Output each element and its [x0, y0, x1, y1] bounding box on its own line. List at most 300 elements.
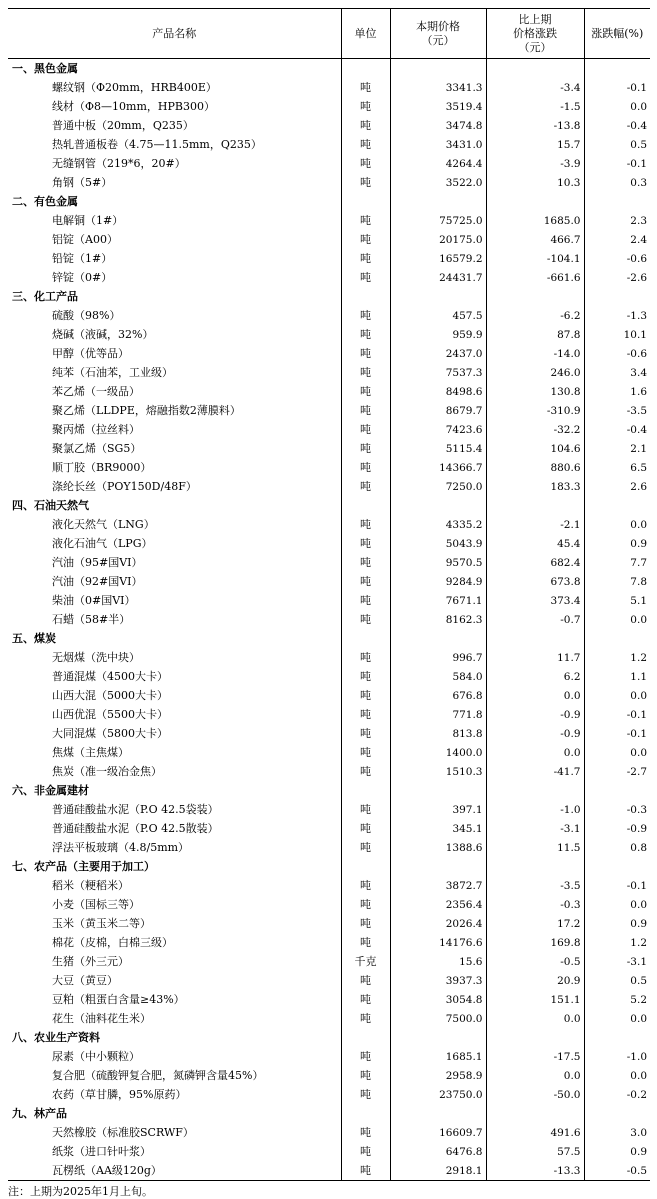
change-percent: 0.3	[584, 173, 650, 192]
product-name: 铝锭（A00）	[52, 232, 118, 246]
price-change: 57.5	[486, 1142, 584, 1161]
price-change: -17.5	[486, 1047, 584, 1066]
current-price: 1685.1	[390, 1047, 486, 1066]
category-row	[8, 496, 650, 515]
change-percent: 2.6	[584, 477, 650, 496]
table-row	[8, 838, 650, 857]
empty-cell	[341, 59, 390, 79]
product-name: 焦煤（主焦煤）	[52, 745, 129, 759]
product-unit: 吨	[341, 135, 390, 154]
product-name: 浮法平板玻璃（4.8/5mm）	[52, 840, 190, 854]
product-unit: 吨	[341, 990, 390, 1009]
current-price: 996.7	[390, 648, 486, 667]
product-name: 硫酸（98%）	[52, 308, 121, 322]
price-change: 45.4	[486, 534, 584, 553]
current-price: 1510.3	[390, 762, 486, 781]
product-unit: 吨	[341, 686, 390, 705]
product-name: 液化天然气（LNG）	[52, 517, 155, 531]
product-unit: 吨	[341, 325, 390, 344]
product-unit: 吨	[341, 667, 390, 686]
change-percent: -0.4	[584, 420, 650, 439]
price-document	[8, 8, 650, 1199]
empty-cell	[584, 781, 650, 800]
price-table	[8, 8, 650, 1181]
price-change: 1685.0	[486, 211, 584, 230]
product-unit: 吨	[341, 97, 390, 116]
current-price: 3519.4	[390, 97, 486, 116]
product-name: 玉米（黄玉米二等）	[52, 916, 151, 930]
change-percent: 1.2	[584, 648, 650, 667]
table-row	[8, 610, 650, 629]
product-unit: 吨	[341, 1047, 390, 1066]
product-unit: 吨	[341, 914, 390, 933]
price-change: 466.7	[486, 230, 584, 249]
change-percent: 0.0	[584, 515, 650, 534]
change-percent: 10.1	[584, 325, 650, 344]
change-percent: -0.2	[584, 1085, 650, 1104]
header-change-percent: 涨跌幅(%)	[584, 9, 650, 59]
product-unit: 吨	[341, 154, 390, 173]
product-unit: 吨	[341, 477, 390, 496]
product-name: 线材（Φ8—10mm，HPB300）	[52, 99, 215, 113]
table-row	[8, 800, 650, 819]
current-price: 9284.9	[390, 572, 486, 591]
product-unit: 吨	[341, 420, 390, 439]
change-percent: 7.8	[584, 572, 650, 591]
product-name: 无缝钢管（219*6，20#）	[52, 156, 186, 170]
price-change: 15.7	[486, 135, 584, 154]
current-price: 771.8	[390, 705, 486, 724]
price-change: -0.3	[486, 895, 584, 914]
price-change: -50.0	[486, 1085, 584, 1104]
product-unit: 吨	[341, 724, 390, 743]
product-unit: 吨	[341, 572, 390, 591]
empty-cell	[584, 857, 650, 876]
table-row	[8, 268, 650, 287]
price-change: -32.2	[486, 420, 584, 439]
product-unit: 吨	[341, 1085, 390, 1104]
change-percent: 6.5	[584, 458, 650, 477]
current-price: 7537.3	[390, 363, 486, 382]
product-name: 稻米（粳稻米）	[52, 878, 129, 892]
table-row	[8, 534, 650, 553]
table-row	[8, 1066, 650, 1085]
change-percent: -0.1	[584, 705, 650, 724]
change-percent: 3.4	[584, 363, 650, 382]
empty-cell	[584, 496, 650, 515]
price-change: -3.1	[486, 819, 584, 838]
change-percent: -3.5	[584, 401, 650, 420]
table-row	[8, 952, 650, 971]
product-unit: 吨	[341, 306, 390, 325]
product-unit: 吨	[341, 211, 390, 230]
category-row	[8, 857, 650, 876]
current-price: 7500.0	[390, 1009, 486, 1028]
current-price: 7423.6	[390, 420, 486, 439]
current-price: 23750.0	[390, 1085, 486, 1104]
empty-cell	[390, 192, 486, 211]
current-price: 5043.9	[390, 534, 486, 553]
change-percent: 1.2	[584, 933, 650, 952]
table-row	[8, 306, 650, 325]
table-row	[8, 363, 650, 382]
price-change: -13.3	[486, 1161, 584, 1181]
current-price: 5115.4	[390, 439, 486, 458]
table-row	[8, 420, 650, 439]
table-row	[8, 211, 650, 230]
header-product-name: 产品名称	[8, 9, 341, 59]
price-change: -0.5	[486, 952, 584, 971]
header-unit: 单位	[341, 9, 390, 59]
table-row	[8, 173, 650, 192]
product-name: 棉花（皮棉，白棉三级）	[52, 935, 173, 949]
product-name: 山西大混（5000大卡）	[52, 688, 168, 702]
table-row	[8, 591, 650, 610]
product-unit: 吨	[341, 515, 390, 534]
category-title: 三、化工产品	[12, 289, 78, 303]
category-title: 二、有色金属	[12, 194, 78, 208]
empty-cell	[341, 287, 390, 306]
table-row	[8, 458, 650, 477]
table-row	[8, 344, 650, 363]
table-row	[8, 116, 650, 135]
current-price: 3054.8	[390, 990, 486, 1009]
product-name: 花生（油料花生米）	[52, 1011, 151, 1025]
change-percent: 0.9	[584, 534, 650, 553]
table-row	[8, 325, 650, 344]
table-row	[8, 1161, 650, 1181]
change-percent: -0.1	[584, 724, 650, 743]
product-unit: 吨	[341, 705, 390, 724]
category-title: 一、黑色金属	[12, 61, 78, 75]
price-change: -104.1	[486, 249, 584, 268]
product-unit: 吨	[341, 743, 390, 762]
current-price: 584.0	[390, 667, 486, 686]
table-header	[8, 9, 650, 59]
current-price: 2356.4	[390, 895, 486, 914]
price-change: 169.8	[486, 933, 584, 952]
table-row	[8, 135, 650, 154]
change-percent: 5.2	[584, 990, 650, 1009]
current-price: 16609.7	[390, 1123, 486, 1142]
change-percent: 3.0	[584, 1123, 650, 1142]
empty-cell	[584, 59, 650, 79]
price-change: 10.3	[486, 173, 584, 192]
current-price: 457.5	[390, 306, 486, 325]
price-change: -6.2	[486, 306, 584, 325]
product-name: 汽油（95#国VI）	[52, 555, 143, 569]
category-title: 八、农业生产资料	[12, 1030, 100, 1044]
table-row	[8, 401, 650, 420]
change-percent: 7.7	[584, 553, 650, 572]
empty-cell	[390, 629, 486, 648]
price-change: 246.0	[486, 363, 584, 382]
current-price: 3872.7	[390, 876, 486, 895]
price-change: -661.6	[486, 268, 584, 287]
category-title: 五、煤炭	[12, 631, 56, 645]
change-percent: 0.0	[584, 895, 650, 914]
table-row	[8, 1047, 650, 1066]
product-unit: 吨	[341, 401, 390, 420]
current-price: 8679.7	[390, 401, 486, 420]
product-unit: 吨	[341, 819, 390, 838]
price-change: 130.8	[486, 382, 584, 401]
change-percent: 0.0	[584, 743, 650, 762]
current-price: 8498.6	[390, 382, 486, 401]
table-body	[8, 59, 650, 1181]
product-name: 无烟煤（洗中块）	[52, 650, 140, 664]
price-change: 673.8	[486, 572, 584, 591]
price-change: 0.0	[486, 1009, 584, 1028]
price-change: -1.5	[486, 97, 584, 116]
product-name: 电解铜（1#）	[52, 213, 124, 227]
price-change: -0.9	[486, 705, 584, 724]
product-name: 石蜡（58#半）	[52, 612, 131, 626]
table-row	[8, 249, 650, 268]
table-row	[8, 477, 650, 496]
price-change: -2.1	[486, 515, 584, 534]
change-percent: -0.1	[584, 876, 650, 895]
product-unit: 吨	[341, 591, 390, 610]
product-name: 普通硅酸盐水泥（P.O 42.5散装）	[52, 821, 219, 835]
product-name: 螺纹钢（Φ20mm，HRB400E）	[52, 80, 217, 94]
category-row	[8, 192, 650, 211]
change-percent: 1.1	[584, 667, 650, 686]
product-name: 纯苯（石油苯，工业级）	[52, 365, 173, 379]
table-row	[8, 97, 650, 116]
price-change: -3.9	[486, 154, 584, 173]
table-row	[8, 1123, 650, 1142]
empty-cell	[390, 857, 486, 876]
product-name: 瓦楞纸（AA级120g）	[8, 1161, 341, 1181]
header-price-change: 比上期 价格涨跌 （元）	[486, 9, 584, 59]
category-row	[8, 59, 650, 79]
table-row	[8, 819, 650, 838]
empty-cell	[341, 629, 390, 648]
empty-cell	[584, 1104, 650, 1123]
price-change: 87.8	[486, 325, 584, 344]
price-change: 0.0	[486, 686, 584, 705]
product-name: 农药（草甘膦，95%原药）	[52, 1087, 187, 1101]
empty-cell	[584, 192, 650, 211]
price-change: 17.2	[486, 914, 584, 933]
product-unit: 吨	[341, 173, 390, 192]
product-name: 大同混煤（5800大卡）	[52, 726, 168, 740]
change-percent: -0.1	[584, 78, 650, 97]
empty-cell	[486, 192, 584, 211]
footnote: 注：上期为2025年1月上旬。	[8, 1185, 153, 1198]
product-unit: 吨	[341, 268, 390, 287]
empty-cell	[486, 287, 584, 306]
product-unit: 吨	[341, 78, 390, 97]
table-row	[8, 648, 650, 667]
current-price: 7671.1	[390, 591, 486, 610]
product-unit: 吨	[341, 876, 390, 895]
current-price: 813.8	[390, 724, 486, 743]
product-name: 聚乙烯（LLDPE，熔融指数2薄膜料）	[52, 403, 241, 417]
current-price: 7250.0	[390, 477, 486, 496]
price-change: 0.0	[486, 743, 584, 762]
current-price: 24431.7	[390, 268, 486, 287]
product-name: 山西优混（5500大卡）	[52, 707, 168, 721]
empty-cell	[486, 1104, 584, 1123]
empty-cell	[486, 1028, 584, 1047]
price-change: 373.4	[486, 591, 584, 610]
change-percent: -0.3	[584, 800, 650, 819]
empty-cell	[486, 781, 584, 800]
change-percent: -0.6	[584, 249, 650, 268]
price-change: 151.1	[486, 990, 584, 1009]
price-change: 682.4	[486, 553, 584, 572]
current-price: 2958.9	[390, 1066, 486, 1085]
product-name: 大豆（黄豆）	[52, 973, 118, 987]
table-row	[8, 705, 650, 724]
table-row	[8, 876, 650, 895]
price-change: -1.0	[486, 800, 584, 819]
table-row	[8, 971, 650, 990]
current-price: 1388.6	[390, 838, 486, 857]
product-unit: 吨	[341, 382, 390, 401]
empty-cell	[390, 781, 486, 800]
price-change: 20.9	[486, 971, 584, 990]
category-row	[8, 629, 650, 648]
table-row	[8, 230, 650, 249]
price-change: 0.0	[486, 1066, 584, 1085]
current-price: 9570.5	[390, 553, 486, 572]
empty-cell	[341, 781, 390, 800]
change-percent: -3.1	[584, 952, 650, 971]
current-price: 397.1	[390, 800, 486, 819]
current-price: 16579.2	[390, 249, 486, 268]
current-price: 20175.0	[390, 230, 486, 249]
price-change: -41.7	[486, 762, 584, 781]
current-price: 3474.8	[390, 116, 486, 135]
table-row	[8, 1009, 650, 1028]
change-percent: 1.6	[584, 382, 650, 401]
price-change: -310.9	[486, 401, 584, 420]
category-row	[8, 1028, 650, 1047]
table-row	[8, 1142, 650, 1161]
empty-cell	[390, 59, 486, 79]
current-price: 75725.0	[390, 211, 486, 230]
change-percent: 0.0	[584, 686, 650, 705]
empty-cell	[486, 857, 584, 876]
empty-cell	[341, 192, 390, 211]
product-name: 烧碱（液碱，32%）	[52, 327, 154, 341]
current-price: 3522.0	[390, 173, 486, 192]
product-name: 苯乙烯（一级品）	[52, 384, 140, 398]
table-row	[8, 572, 650, 591]
empty-cell	[390, 1104, 486, 1123]
price-change: -0.9	[486, 724, 584, 743]
table-row	[8, 724, 650, 743]
product-unit: 千克	[341, 952, 390, 971]
empty-cell	[584, 287, 650, 306]
product-unit: 吨	[341, 1009, 390, 1028]
product-name: 角钢（5#）	[52, 175, 113, 189]
product-name: 普通混煤（4500大卡）	[52, 669, 168, 683]
product-name: 聚氯乙烯（SG5）	[52, 441, 142, 455]
price-change: -0.7	[486, 610, 584, 629]
empty-cell	[341, 1104, 390, 1123]
price-change: -3.5	[486, 876, 584, 895]
current-price: 959.9	[390, 325, 486, 344]
product-name: 小麦（国标三等）	[52, 897, 140, 911]
product-unit: 吨	[341, 762, 390, 781]
product-unit: 吨	[341, 249, 390, 268]
empty-cell	[341, 1028, 390, 1047]
current-price: 14366.7	[390, 458, 486, 477]
change-percent: 2.1	[584, 439, 650, 458]
current-price: 14176.6	[390, 933, 486, 952]
change-percent: 0.0	[584, 610, 650, 629]
header-current-price: 本期价格 （元）	[390, 9, 486, 59]
product-unit: 吨	[341, 648, 390, 667]
current-price: 15.6	[390, 952, 486, 971]
empty-cell	[584, 1028, 650, 1047]
change-percent: 0.9	[584, 914, 650, 933]
table-row	[8, 515, 650, 534]
table-row	[8, 914, 650, 933]
product-unit: 吨	[341, 439, 390, 458]
product-name: 顺丁胶（BR9000）	[52, 460, 152, 474]
product-unit: 吨	[341, 1123, 390, 1142]
change-percent: -0.9	[584, 819, 650, 838]
category-title: 九、林产品	[12, 1106, 67, 1120]
table-row	[8, 743, 650, 762]
price-change: 183.3	[486, 477, 584, 496]
empty-cell	[390, 1028, 486, 1047]
product-unit: 吨	[341, 838, 390, 857]
empty-cell	[341, 857, 390, 876]
product-unit: 吨	[341, 610, 390, 629]
current-price: 8162.3	[390, 610, 486, 629]
product-unit: 吨	[341, 553, 390, 572]
table-row	[8, 667, 650, 686]
current-price: 3431.0	[390, 135, 486, 154]
product-name: 锌锭（0#）	[52, 270, 113, 284]
product-name: 汽油（92#国VI）	[52, 574, 143, 588]
product-unit: 吨	[341, 933, 390, 952]
price-change: 11.5	[486, 838, 584, 857]
product-name: 热轧普通板卷（4.75—11.5mm，Q235）	[52, 137, 262, 151]
product-name: 铅锭（1#）	[52, 251, 113, 265]
change-percent: -2.6	[584, 268, 650, 287]
empty-cell	[390, 287, 486, 306]
change-percent: 0.5	[584, 135, 650, 154]
product-unit: 吨	[341, 534, 390, 553]
current-price: 345.1	[390, 819, 486, 838]
product-unit: 吨	[341, 971, 390, 990]
table-row	[8, 990, 650, 1009]
current-price: 6476.8	[390, 1142, 486, 1161]
product-unit: 吨	[341, 800, 390, 819]
table-row	[8, 686, 650, 705]
product-name: 甲醇（优等品）	[52, 346, 129, 360]
price-change: -13.8	[486, 116, 584, 135]
change-percent: -1.3	[584, 306, 650, 325]
change-percent: 0.9	[584, 1142, 650, 1161]
table-row	[8, 78, 650, 97]
current-price: 3341.3	[390, 78, 486, 97]
table-row	[8, 762, 650, 781]
product-name: 生猪（外三元）	[52, 954, 129, 968]
price-change: -14.0	[486, 344, 584, 363]
price-change: 491.6	[486, 1123, 584, 1142]
product-name: 普通中板（20mm，Q235）	[52, 118, 194, 132]
price-change: 11.7	[486, 648, 584, 667]
current-price: 2437.0	[390, 344, 486, 363]
